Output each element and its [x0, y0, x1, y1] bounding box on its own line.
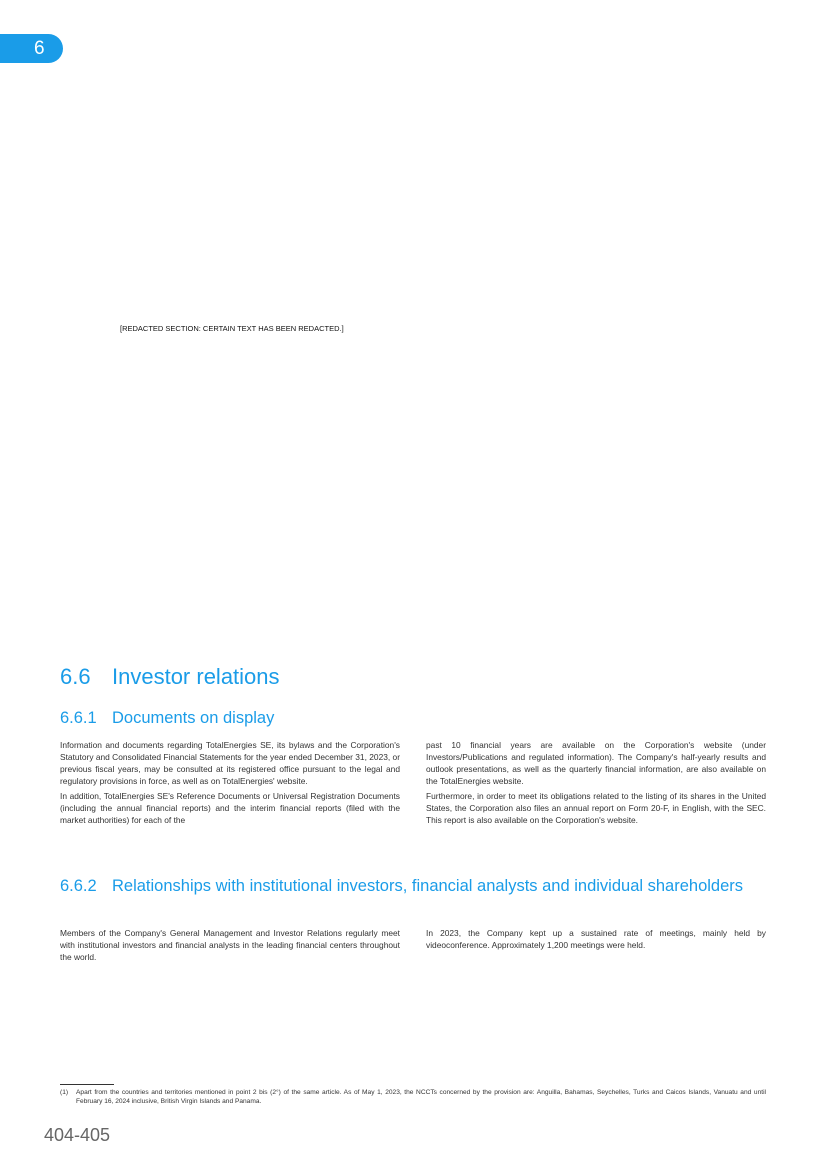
footnote-divider [60, 1084, 114, 1085]
paragraph: In 2023, the Company kept up a sustained rate of meetings, mainly held by videoconference. Approximately 1,200 meetings were held. [426, 928, 766, 950]
section-heading [60, 664, 280, 690]
subsection-title: Relationships with institutional investors, financial analysts and individual shareholders [112, 877, 744, 895]
relationships-left-column [60, 927, 400, 966]
subsection-heading-documents [60, 709, 274, 728]
chapter-tab[interactable]: 6 [0, 34, 63, 63]
footnote [60, 1089, 766, 1106]
documents-left-column [60, 739, 400, 829]
paragraph: Members of the Company's General Management and Investor Relations regularly meet with institutional investors and financial analysts in the leading financial centers throughout the world. [60, 928, 400, 962]
subsection-number: 6.6.1 [60, 709, 97, 727]
footnote-marker: (1) [60, 1089, 69, 1096]
footnote-text: Apart from the countries and territories mentioned in point 2 bis (2°) of the same article. As of May 1, 2023, the NCCTs concerned by the provision are: Anguilla, Bahamas, Seychelles, Turks and Caicos Islands, Vanuatu and until February 16, 2024 inclusive, British Virgin Islands and Panama. [76, 1089, 766, 1105]
subsection-heading-relationships [60, 877, 752, 896]
paragraph: Information and documents regarding TotalEnergies SE, its bylaws and the Corporation's Statutory and Consolidated Financial Statements for the year ended December 31, 2023, or previous fiscal years, may be consulted at its registered office pursuant to the legal and regulatory provisions in force, as well as on TotalEnergies' website. [60, 740, 400, 786]
relationships-right-column [426, 927, 766, 954]
documents-right-column [426, 739, 766, 829]
subsection-title: Documents on display [112, 709, 275, 727]
redacted-notice: [REDACTED SECTION: CERTAIN TEXT HAS BEEN REDACTED.] [120, 324, 344, 333]
subsection-number: 6.6.2 [60, 877, 97, 895]
section-title: Investor relations [112, 664, 280, 689]
paragraph: past 10 financial years are available on the Corporation's website (under Investors/Publications and regulated information). The Company's half-yearly results and outlook presentations, as well as the quarterly financial information, are also available on the TotalEnergies website. [426, 740, 766, 786]
section-number: 6.6 [60, 664, 91, 689]
page-number: 404-405 [44, 1125, 111, 1145]
paragraph: In addition, TotalEnergies SE's Reference Documents or Universal Registration Documents (including the annual financial reports) and the interim financial reports (filed with the market authorities) for each of the [60, 791, 400, 825]
paragraph: Furthermore, in order to meet its obligations related to the listing of its shares in the United States, the Corporation also files an annual report on Form 20-F, in English, with the SEC. This report is also available on the Corporation's website. [426, 791, 766, 825]
